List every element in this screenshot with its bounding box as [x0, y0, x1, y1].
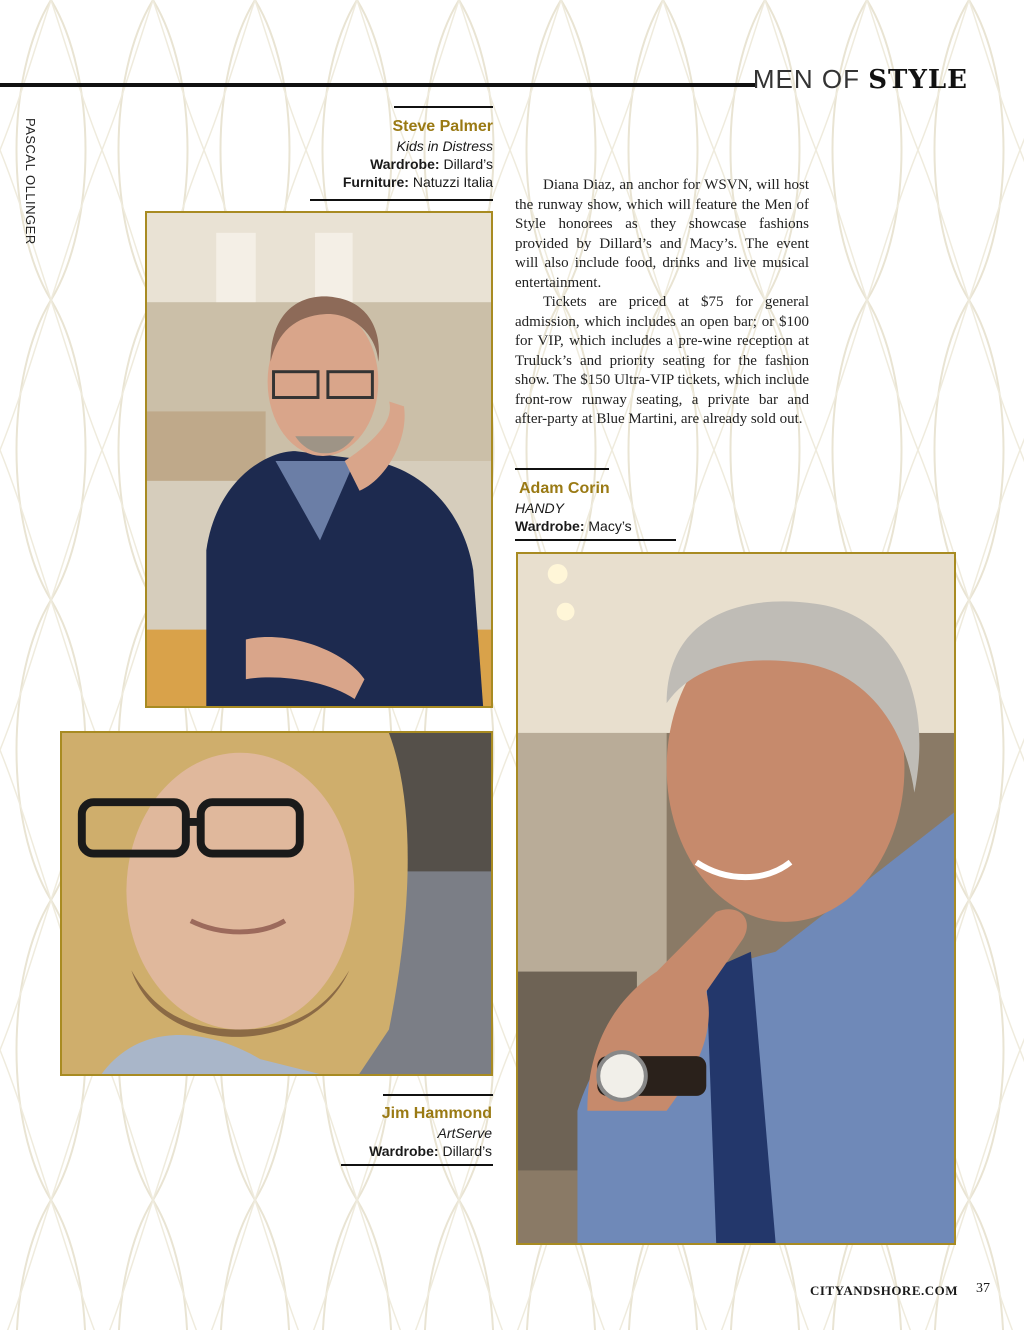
wardrobe-credit [300, 1142, 492, 1160]
person-name: Adam Corin [519, 480, 610, 497]
person-organization: HANDY [515, 500, 565, 516]
furniture-credit [300, 173, 493, 191]
wardrobe-value: Dillard’s [438, 1143, 492, 1159]
furniture-label: Furniture: [342, 174, 409, 190]
wardrobe-label: Wardrobe: [370, 156, 440, 172]
caption-rule-top [515, 468, 609, 470]
wardrobe-value: Dillard’s [439, 156, 493, 172]
photo-adam-corin [516, 552, 956, 1245]
photo-jim-hammond [60, 731, 493, 1076]
wardrobe-credit [515, 517, 715, 535]
section-title-prefix: MEN OF [752, 64, 860, 94]
photo-steve-palmer [145, 211, 493, 708]
caption-rule-top [394, 106, 493, 108]
footer-website: CITYANDSHORE.COM [810, 1283, 959, 1298]
section-title [753, 64, 968, 95]
person-name: Steve Palmer [392, 118, 493, 135]
photo-credit: PASCAL OLLINGER [23, 118, 38, 245]
page-number: 37 [976, 1281, 990, 1296]
caption-rule-bottom [515, 539, 676, 541]
caption-rule-bottom [310, 199, 493, 201]
person-organization: Kids in Distress [396, 138, 493, 154]
article-paragraph: Tickets are priced at $75 for general admission, which includes an open bar; or $100 for VIP, which includes a pre-wine reception at Truluck’s and priority seating for the fashion show. The $150 Ultra-VIP tickets, which include front-row runway seating, a private bar and after-party at Blue Martini, are already sold out. [515, 294, 809, 427]
wardrobe-label: Wardrobe: [369, 1143, 439, 1159]
caption-jim-hammond [300, 1104, 492, 1160]
section-title-main: STYLE [868, 65, 968, 95]
wardrobe-credit [300, 155, 493, 173]
article-body [515, 176, 809, 430]
furniture-value: Natuzzi Italia [408, 174, 493, 190]
caption-steve-palmer [300, 117, 493, 191]
caption-adam-corin [515, 479, 715, 535]
person-name: Jim Hammond [381, 1105, 492, 1122]
wardrobe-value: Macy’s [584, 518, 632, 534]
caption-rule-top [383, 1094, 493, 1096]
wardrobe-label: Wardrobe: [515, 518, 585, 534]
caption-rule-bottom [341, 1164, 493, 1166]
header-rule [0, 83, 755, 87]
person-organization: ArtServe [437, 1125, 492, 1141]
article-paragraph: Diana Diaz, an anchor for WSVN, will host the runway show, which will feature the Men of Style honorees as they showcase fashions provided by Dillard’s and Macy’s. The event will also include food, drinks and live musical entertainment. [515, 177, 809, 291]
